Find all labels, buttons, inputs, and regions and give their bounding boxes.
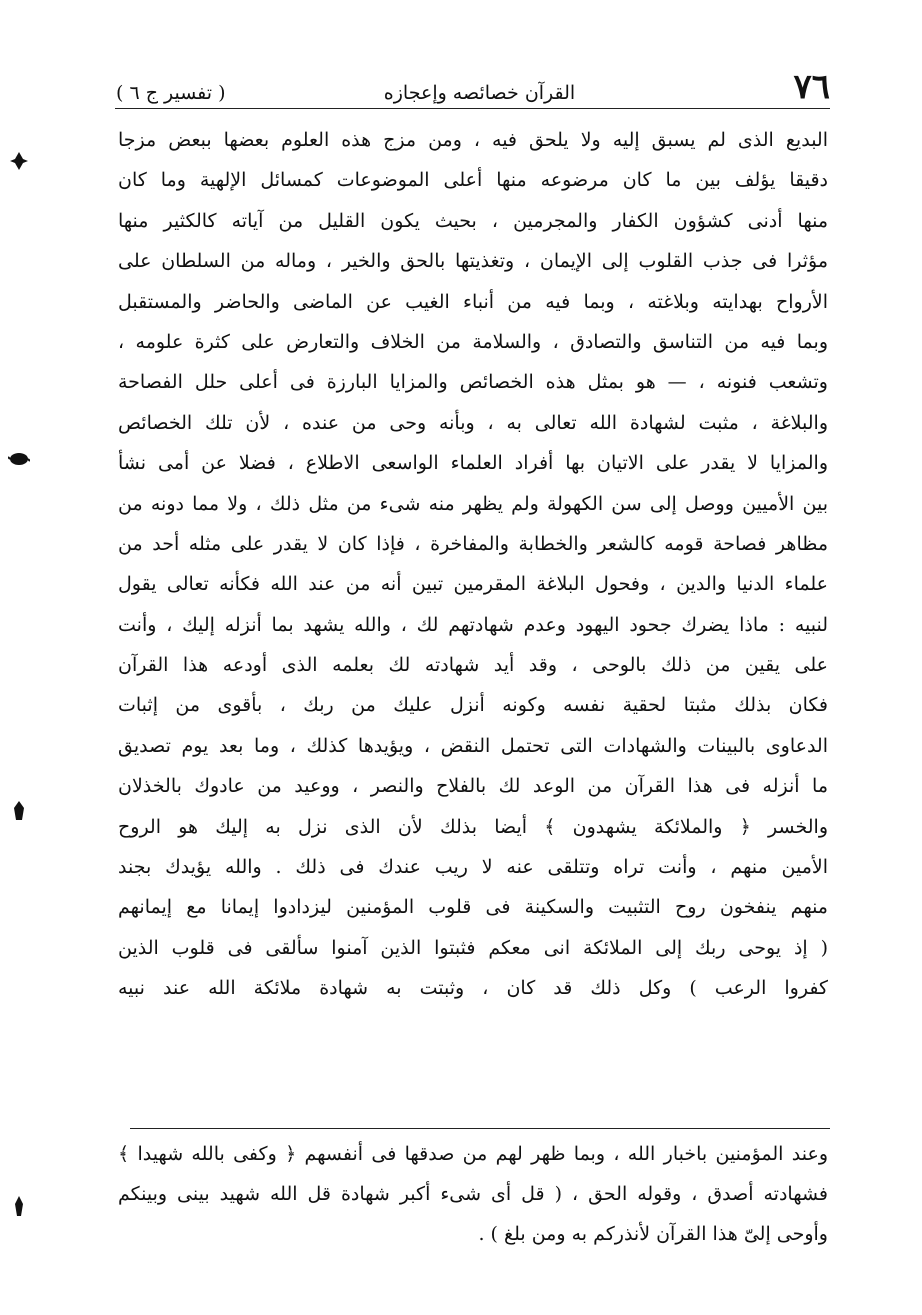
- text-line: فكان بذلك مثبتا لحقية نفسه وكونه أنزل عليك من ربك ، بأقوى من إثبات: [118, 694, 828, 717]
- text-line: ( إذ يوحى ربك إلى الملائكة انى معكم فثبتوا الذين آمنوا سألقى فى قلوب الذين: [118, 936, 828, 959]
- text-line: ما أنزله فى هذا القرآن من الوعد لك بالفلاح والنصر ، ووعيد من عادوك بالخذلان: [118, 775, 828, 798]
- text-line: وتشعب فنونه ، — هو بمثل هذه الخصائص والمزايا البارزة فى أعلى حلل الفصاحة: [118, 371, 828, 394]
- text-line: منهم ينفخون روح التثبيت والسكينة فى قلوب المؤمنين ليزدادوا إيمانا مع إيمانهم: [118, 896, 828, 919]
- text-line: والمزايا لا يقدر على الاتيان بها أفراد العلماء الواسعى الاطلاع ، فضلا عن أمى نشأ: [118, 452, 828, 475]
- text-line: منها أدنى كشؤون الكفار والمجرمين ، بحيث يكون القليل من آياته كالكثير منها: [118, 209, 828, 232]
- binding-hole-icon: [8, 150, 30, 172]
- text-line: وبما فيه من التناسق والتصادق ، والسلامة من الخلاف والتعارض على كثرة علومه ،: [118, 330, 828, 353]
- text-line: علماء الدنيا والدين ، وفحول البلاغة المقرمين تبين أنه من عند الله فكأنه تعالى يقول: [118, 573, 828, 596]
- footnote-text: [118, 1134, 828, 1254]
- binding-hole-icon: [8, 1195, 30, 1217]
- text-line: كفروا الرعب ) وكل ذلك قد كان ، وثبتت به شهادة ملائكة الله عند نبيه: [118, 977, 828, 1000]
- text-line: الأرواح بهدايته وبلاغته ، وبما فيه من أنباء الغيب عن الماضى والحاضر والمستقبل: [118, 290, 828, 313]
- footnote-line: وأوحى إلىّ هذا القرآن لأنذركم به ومن بلغ ) .: [478, 1223, 828, 1245]
- text-line: البديع الذى لم يسبق إليه ولا يلحق فيه ، ومن مزج هذه العلوم بعضها ببعض مزجا: [118, 129, 828, 151]
- page-number: ٧٦: [793, 67, 830, 107]
- running-title: القرآن خصائصه وإعجازه: [383, 82, 576, 104]
- footnote-line: وعند المؤمنين باخبار الله ، وبما ظهر لهم من صدقها فى أنفسهم ﴿ وكفى بالله شهيدا ﴾: [118, 1143, 828, 1165]
- text-line: بين الأميين ووصل إلى سن الكهولة ولم يظهر منه شىء من مثل ذلك ، ولا مما دونه من: [118, 492, 828, 515]
- text-line: والبلاغة ، مثبت لشهادة الله تعالى به ، وبأنه وحى من عنده ، لأن تلك الخصائص: [118, 411, 828, 434]
- running-header: [110, 58, 830, 107]
- binding-hole-icon: [8, 448, 30, 470]
- text-line: والخسر ﴿ والملائكة يشهدون ﴾ أيضا بذلك لأن الذى نزل به إليك هو الروح: [118, 815, 828, 838]
- text-line: على يقين من ذلك بالوحى ، وقد أيد شهادته لك بعلمه الذى أودعه هذا القرآن: [118, 654, 828, 677]
- text-line: الأمين منهم ، وأنت تراه وتتلقى عنه لا ريب عندك فى ذلك . والله يؤيدك بجند: [118, 856, 828, 879]
- text-line: لنبيه : ماذا يضرك جحود اليهود وعدم شهادتهم لك ، والله يشهد بما أنزله إليك ، وأنت: [118, 613, 828, 636]
- running-reference: ( تفسير ج ٦ ): [116, 82, 226, 104]
- text-line: مؤثرا فى جذب القلوب إلى الإيمان ، وتغذيتها بالحق والخير ، وماله من السلطان على: [118, 250, 828, 273]
- binding-hole-icon: [8, 800, 30, 822]
- main-text: [118, 120, 828, 1009]
- footnote-line: فشهادته أصدق ، وقوله الحق ، ( قل أى شىء أكبر شهادة قل الله شهيد بينى وبينكم: [118, 1183, 828, 1205]
- text-line: الدعاوى بالبينات والشهادات التى تحتمل النقض ، ويؤيدها كذلك ، وما بعد يوم تصديق: [118, 734, 828, 757]
- text-line: مظاهر فصاحة قومه كالشعر والخطابة والمفاخرة ، فإذا كان لا يقدر على مثله أحد من: [118, 532, 828, 555]
- text-line: دقيقا يؤلف بين ما كان مرضوعه منها أعلى الموضوعات كمسائل الإلهية وما كان: [118, 169, 828, 192]
- header-divider: [115, 108, 830, 109]
- footnote-divider: [130, 1128, 830, 1129]
